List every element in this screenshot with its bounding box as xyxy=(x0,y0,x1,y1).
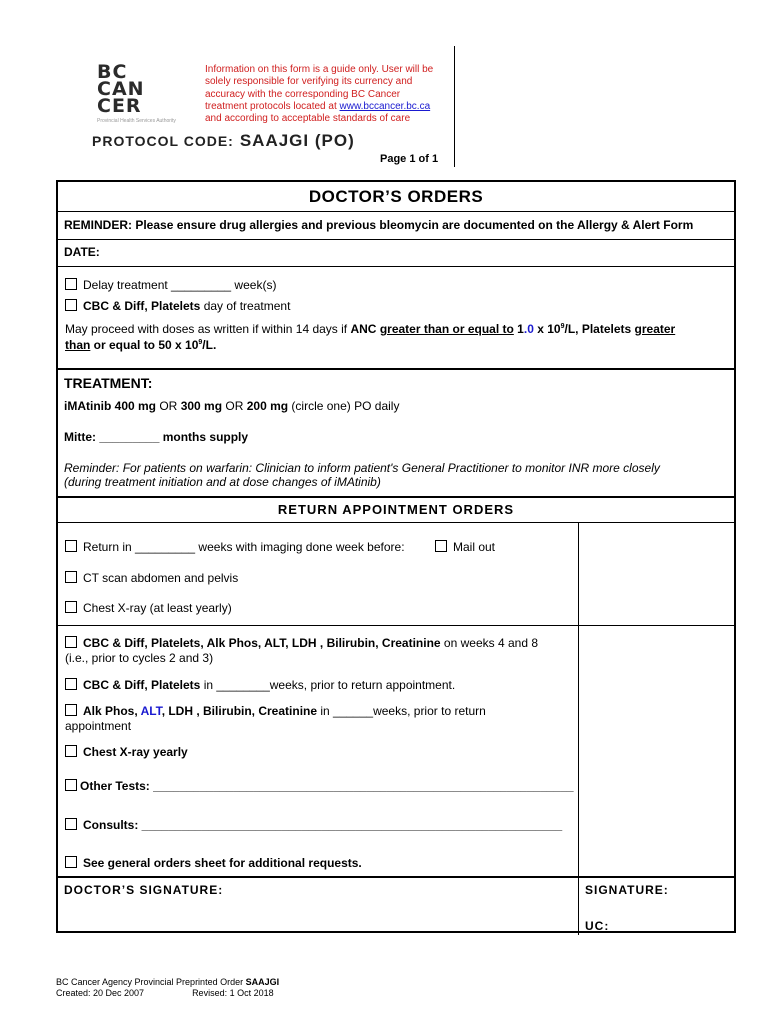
ct-scan-checkbox[interactable] xyxy=(65,571,77,583)
platelets-unit: /L. xyxy=(202,338,217,352)
footer-revised: Revised: 1 Oct 2018 xyxy=(192,988,274,998)
bccancer-link[interactable]: www.bccancer.bc.ca xyxy=(339,100,431,112)
return-appointment-heading: RETURN APPOINTMENT ORDERS xyxy=(277,502,515,517)
divider xyxy=(58,496,734,498)
mail-out-row xyxy=(435,540,495,554)
warfarin-reminder-1: Reminder: For patients on warfarin: Clinician to inform patient's General Practitioner to monitor INR more closely xyxy=(64,461,660,475)
proceed-criteria xyxy=(65,320,725,352)
footer-created: Created: 20 Dec 2007 xyxy=(56,988,145,998)
alk-phos-label: Alk Phos, xyxy=(83,704,141,718)
mail-out-checkbox[interactable] xyxy=(435,540,447,552)
doctors-orders-form xyxy=(56,180,736,933)
signature-label[interactable]: SIGNATURE: xyxy=(585,883,669,897)
anc-value-decimal: .0 xyxy=(523,322,534,336)
footer-line-2 xyxy=(56,988,279,999)
disclaimer-tail: and according to acceptable standards of care xyxy=(205,113,411,125)
general-orders-label: See general orders sheet for additional requests. xyxy=(83,856,362,870)
chem-return-rest: in ______weeks, prior to return xyxy=(317,704,486,718)
anc-value: 1 xyxy=(513,322,524,336)
dose-or: OR xyxy=(222,399,247,413)
chest-xray-row xyxy=(65,601,232,615)
other-tests-checkbox[interactable] xyxy=(65,779,77,791)
return-in-checkbox[interactable] xyxy=(65,540,77,552)
labs-weeks-4-8-row xyxy=(65,636,538,650)
divider xyxy=(58,876,734,878)
page-number: Page 1 of 1 xyxy=(380,153,439,165)
cbc-day-row xyxy=(65,299,290,313)
warfarin-reminder-2: (during treatment initiation and at dose changes of iMAtinib) xyxy=(64,475,381,489)
labs-weeks-4-8-bold: CBC & Diff, Platelets, Alk Phos, ALT, LDH , Bilirubin, Creatinine xyxy=(83,636,441,650)
cbc-return-row xyxy=(65,678,455,692)
chest-xray-checkbox[interactable] xyxy=(65,601,77,613)
delay-treatment-checkbox[interactable] xyxy=(65,278,77,290)
proceed-text: May proceed with doses as written if within 14 days if xyxy=(65,322,351,336)
cbc-day-bold: CBC & Diff, Platelets xyxy=(83,299,201,313)
logo-tagline: Provincial Health Services Authority xyxy=(97,118,176,124)
return-in-label: Return in _________ weeks with imaging done week before: xyxy=(83,540,405,554)
divider xyxy=(58,239,734,240)
disclaimer-body: Information on this form is a guide only. User will be solely responsible for verifying its currency and accuracy with the corresponding BC Cancer treatment protocols located at xyxy=(205,64,434,112)
alt-label: ALT xyxy=(140,704,162,718)
footer-agency: BC Cancer Agency Provincial Preprinted Order xyxy=(56,977,246,987)
disclaimer-text xyxy=(205,64,445,125)
labs-weeks-4-8-rest: on weeks 4 and 8 xyxy=(440,636,538,650)
chem-return-line2: appointment xyxy=(65,719,132,733)
anc-label: ANC xyxy=(350,322,380,336)
chest-xray-label: Chest X-ray (at least yearly) xyxy=(83,601,232,615)
cbc-return-bold: CBC & Diff, Platelets xyxy=(83,678,201,692)
platelets-condition-1: greater xyxy=(634,322,676,336)
footer xyxy=(56,977,279,999)
footer-code: SAAJGI xyxy=(245,977,280,987)
dose-selection[interactable] xyxy=(64,399,399,413)
delay-treatment-row xyxy=(65,278,276,292)
dose-400: iMAtinib 400 mg xyxy=(64,399,157,413)
protocol-code xyxy=(92,131,355,151)
date-label[interactable]: DATE: xyxy=(64,245,100,259)
logo-line-2: CAN xyxy=(97,78,145,100)
mail-out-label: Mail out xyxy=(453,540,496,554)
platelets-condition-2: than xyxy=(65,338,91,352)
mitte-field[interactable]: Mitte: _________ months supply xyxy=(64,430,249,444)
other-tests-field[interactable]: Other Tests: _______________________________________________________________ xyxy=(80,779,574,793)
delay-treatment-label: Delay treatment _________ week(s) xyxy=(83,278,277,292)
divider xyxy=(58,266,734,267)
protocol-value: SAAJGI (PO) xyxy=(239,131,355,150)
column-divider xyxy=(578,625,579,935)
return-in-row xyxy=(65,540,405,554)
cbc-day-rest: day of treatment xyxy=(200,299,291,313)
general-orders-row xyxy=(65,856,362,870)
labs-weeks-4-8-note: (i.e., prior to cycles 2 and 3) xyxy=(65,651,214,665)
column-divider xyxy=(578,522,579,625)
header-divider xyxy=(454,46,455,167)
divider xyxy=(58,368,734,370)
chem-return-checkbox[interactable] xyxy=(65,704,77,716)
divider xyxy=(58,625,734,626)
dose-instruction: (circle one) PO daily xyxy=(288,399,400,413)
anc-condition: greater than or equal to xyxy=(379,322,514,336)
chem-return-row xyxy=(65,704,486,718)
ct-scan-label: CT scan abdomen and pelvis xyxy=(83,571,239,585)
protocol-label: PROTOCOL CODE: xyxy=(92,133,234,149)
other-tests-row xyxy=(65,779,574,793)
platelets-exponent: 9 xyxy=(198,339,203,346)
consults-row xyxy=(65,818,562,832)
ct-scan-row xyxy=(65,571,238,585)
chest-yearly-checkbox[interactable] xyxy=(65,745,77,757)
chest-yearly-label: Chest X-ray yearly xyxy=(83,745,188,759)
allergy-reminder: REMINDER: Please ensure drug allergies and previous bleomycin are documented on the Allergy & Alert Form xyxy=(64,218,694,232)
general-orders-checkbox[interactable] xyxy=(65,856,77,868)
treatment-heading: TREATMENT: xyxy=(64,375,153,391)
platelets-value: or equal to 50 x 10 xyxy=(90,338,199,352)
dose-200: 200 mg xyxy=(246,399,289,413)
uc-label[interactable]: UC: xyxy=(585,919,610,933)
form-title: DOCTOR’S ORDERS xyxy=(308,187,484,206)
logo-line-3: CER xyxy=(97,95,142,117)
logo-line-1: BC xyxy=(97,61,128,83)
doctors-signature-label[interactable]: DOCTOR’S SIGNATURE: xyxy=(64,883,224,897)
cbc-day-checkbox[interactable] xyxy=(65,299,77,311)
consults-checkbox[interactable] xyxy=(65,818,77,830)
anc-exponent: 9 xyxy=(560,323,565,330)
consults-field[interactable]: Consults: _______________________________________________________________ xyxy=(83,818,563,832)
cbc-return-rest: in ________weeks, prior to return appointment. xyxy=(200,678,456,692)
bc-cancer-logo xyxy=(97,61,197,124)
anc-unit: x 10 xyxy=(533,322,561,336)
chest-yearly-row xyxy=(65,745,188,759)
platelets-label: /L, Platelets xyxy=(564,322,635,336)
footer-line-1 xyxy=(56,977,279,988)
chem-labels: , LDH , Bilirubin, Creatinine xyxy=(161,704,318,718)
labs-weeks-4-8-checkbox[interactable] xyxy=(65,636,77,648)
cbc-return-checkbox[interactable] xyxy=(65,678,77,690)
divider xyxy=(58,211,734,212)
dose-or: OR xyxy=(156,399,181,413)
dose-300: 300 mg xyxy=(180,399,223,413)
divider xyxy=(58,522,734,523)
